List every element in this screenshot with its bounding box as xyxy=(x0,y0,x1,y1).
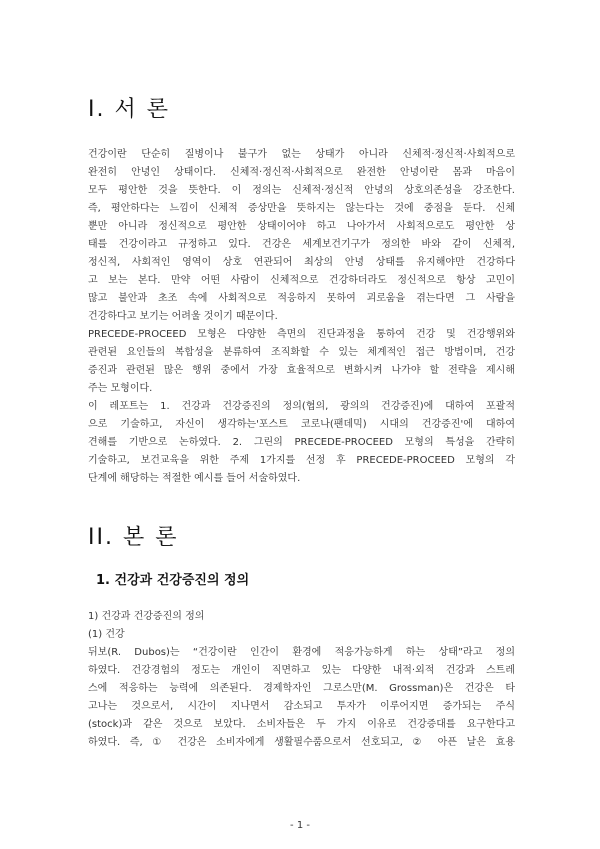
text-line: 하였다. 건강경험의 정도는 개인이 직면하고 있는 다양한 내적·외적 건강과 스트레 xyxy=(88,665,515,676)
section-heading-body: II. 본 론 xyxy=(88,525,179,550)
text-line: 하였다. 즉, ① 건강은 소비자에게 생활필수품으로서 선호되고, ② 아픈 날은 효용 xyxy=(88,737,515,748)
text-line: 모두 평안한 것을 뜻한다. 이 정의는 신체적·정신적 안녕의 상호의존성을 강조한다. xyxy=(88,185,515,196)
text-line: 기술하고, 보건교육을 위한 주제 1가지를 선정 후 PRECEDE-PROCEED 모형의 각 xyxy=(88,455,515,466)
text-line: 1) 건강과 건강증진의 정의 xyxy=(88,611,205,622)
intro-paragraph-3 xyxy=(88,398,515,488)
page-number: - 1 - xyxy=(290,820,310,831)
subsection-heading: 1. 건강과 건강증진의 정의 xyxy=(96,573,250,588)
text-line: 뿐만 아니라 정신적으로 평안한 상태이어야 하고 나아가서 사회적으로도 평안한 상 xyxy=(88,221,515,232)
text-line: PRECEDE-PROCEED 모형은 다양한 측면의 진단과정을 통하여 건강 및 건강행위와 xyxy=(88,329,515,340)
text-line: 으로 기술하고, 자신이 생각하는'포스트 코로나(팬데믹) 시대의 건강증진'에 대하여 xyxy=(88,419,515,430)
text-line: 고나는 것으로서, 시간이 지나면서 감소되고 투자가 이루어지면 증가되는 주식 xyxy=(88,701,515,712)
section-heading-introduction: I. 서 론 xyxy=(88,97,170,122)
intro-paragraph-2 xyxy=(88,326,515,398)
text-line: 즉, 평안하다는 느낌이 신체적 증상만을 뜻하지는 않는다는 것에 중점을 둔다. 신체 xyxy=(88,203,515,214)
text-line: 스에 적응하는 능력에 의존된다. 경제학자인 그로스만(M. Grossman)은 건강은 타 xyxy=(88,683,515,694)
text-line: 증진과 관련된 많은 행위 중에서 가장 효율적으로 변화시켜 나가야 할 전략을 제시해 xyxy=(88,365,515,376)
text-line: 이 레포트는 1. 건강과 건강증진의 정의(협의, 광의의 건강증진)에 대하여 포괄적 xyxy=(88,401,515,412)
text-line: 견해를 기반으로 논하였다. 2. 그린의 PRECEDE-PROCEED 모형의 특성을 간략히 xyxy=(88,437,515,448)
body-paragraph xyxy=(88,608,515,752)
text-line: 건강이란 단순히 질병이나 불구가 없는 상태가 아니라 신체적·정신적·사회적으로 xyxy=(88,149,515,160)
intro-paragraph-1 xyxy=(88,146,515,326)
text-line: 건강하다고 보기는 어려울 것이기 때문이다. xyxy=(88,311,278,322)
text-line: 단계에 해당하는 적절한 예시를 들어 서술하였다. xyxy=(88,473,301,484)
text-line: 완전히 안녕인 상태이다. 신체적·정신적·사회적으로 완전한 안녕이란 몸과 마음이 xyxy=(88,167,515,178)
text-line: 많고 불안과 초조 속에 사회적으로 적응하지 못하여 괴로움을 겪는다면 그 사람을 xyxy=(88,293,515,304)
text-line: 주는 모형이다. xyxy=(88,383,153,394)
text-line: (stock)과 같은 것으로 보았다. 소비자들은 두 가지 이유로 건강증대를 요구한다고 xyxy=(88,719,515,730)
text-line: (1) 건강 xyxy=(88,629,125,640)
text-line: 관련된 요인들의 복합성을 분류하여 조직화할 수 있는 체계적인 접근 방법이며, 건강 xyxy=(88,347,515,358)
text-line: 태를 건강이라고 규정하고 있다. 건강은 세계보건기구가 정의한 바와 같이 신체적, xyxy=(88,239,515,250)
text-line: 정신적, 사회적인 영역이 상호 연관되어 최상의 안녕 상태를 유지해야만 건강하다 xyxy=(88,257,515,268)
text-line: 고 보는 본다. 만약 어떤 사람이 신체적으로 건강하더라도 정신적으로 항상 고민이 xyxy=(88,275,515,286)
text-line: 뒤보(R. Dubos)는 “건강이란 인간이 환경에 적응가능하게 하는 상태”라고 정의 xyxy=(88,647,515,658)
